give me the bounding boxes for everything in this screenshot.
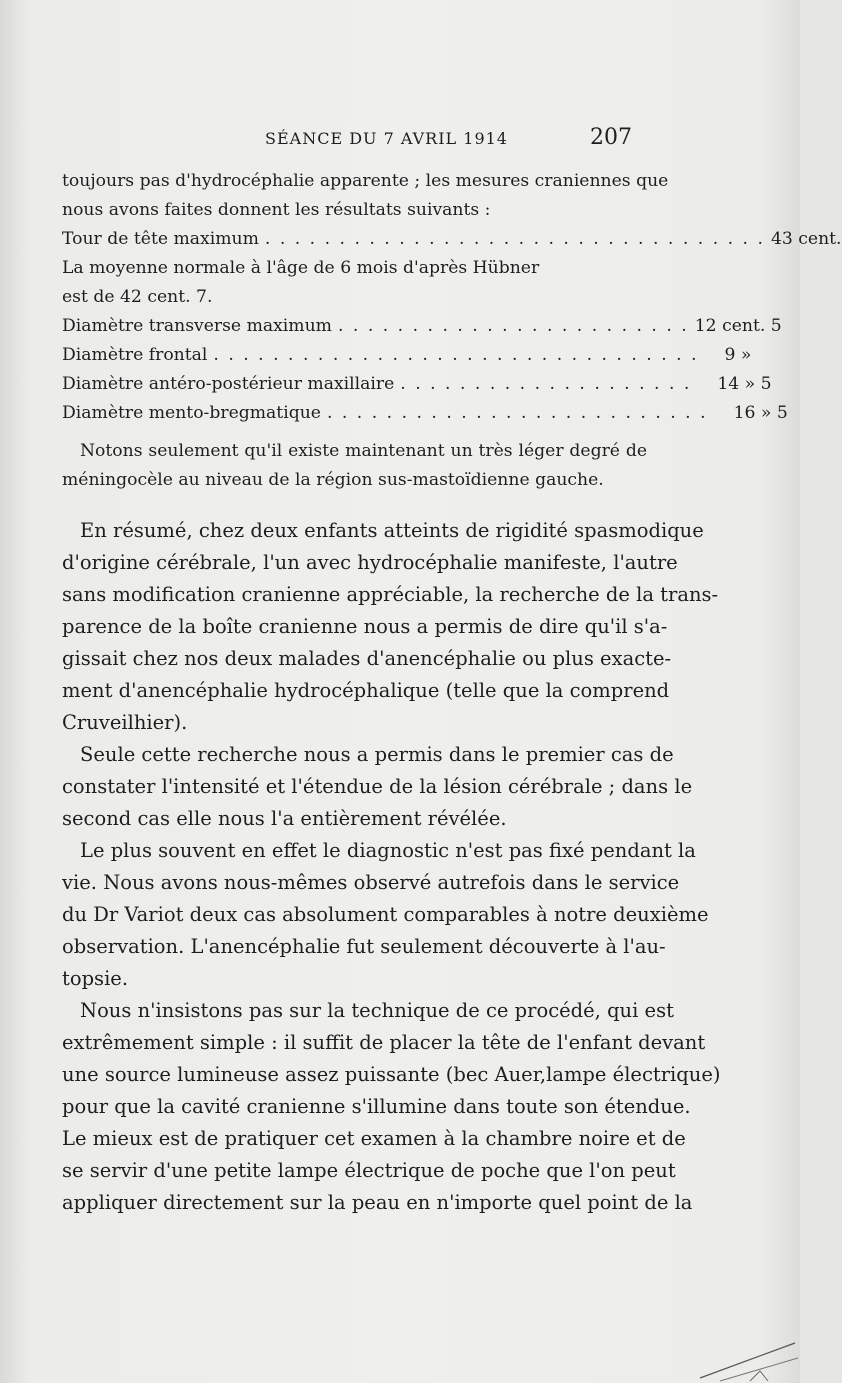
- measure-row: [62, 342, 752, 368]
- dot-leader: . . . . . . . . . . . . . . . . . . . . . . . . . . . . . . . . .: [213, 345, 699, 365]
- text-line: méningocèle au niveau de la région sus-mastoïdienne gauche.: [62, 470, 604, 490]
- text-line: toujours pas d'hydrocéphalie apparente ; les mesures craniennes que: [62, 171, 669, 191]
- text-line: est de 42 cent. 7.: [62, 287, 213, 307]
- text-line: Notons seulement qu'il existe maintenant un très léger degré de: [80, 441, 647, 461]
- dot-leader: . . . . . . . . . . . . . . . . . . . . . . . . . .: [326, 403, 708, 423]
- text-line: La moyenne normale à l'âge de 6 mois d'après Hübner: [62, 258, 540, 278]
- measure-value: 43 cent.: [770, 229, 842, 249]
- measure-row: [62, 371, 772, 397]
- text-line: parence de la boîte cranienne nous a permis de dire qu'il s'a-: [62, 615, 668, 638]
- measure-row: [62, 313, 782, 339]
- text-line: observation. L'anencéphalie fut seulement découverte à l'au-: [62, 935, 666, 958]
- measure-label: Diamètre mento-bregmatique: [62, 403, 321, 423]
- text-line: du Dr Variot deux cas absolument comparables à notre deuxième: [62, 903, 709, 926]
- measure-row: [62, 400, 788, 426]
- text-line: En résumé, chez deux enfants atteints de rigidité spasmodique: [80, 519, 704, 542]
- text-line: Le mieux est de pratiquer cet examen à la chambre noire et de: [62, 1127, 686, 1150]
- text-line: une source lumineuse assez puissante (bec Auer,lampe électrique): [62, 1063, 721, 1086]
- text-line: ment d'anencéphalie hydrocéphalique (telle que la comprend: [62, 679, 670, 702]
- text-line: vie. Nous avons nous-mêmes observé autrefois dans le service: [62, 871, 680, 894]
- text-line: nous avons faites donnent les résultats suivants :: [62, 200, 491, 220]
- text-line: pour que la cavité cranienne s'illumine dans toute son étendue.: [62, 1095, 691, 1118]
- text-line: Nous n'insistons pas sur la technique de ce procédé, qui est: [80, 999, 674, 1022]
- measure-value: 14 » 5: [717, 374, 772, 394]
- text-line: se servir d'une petite lampe électrique de poche que l'on peut: [62, 1159, 676, 1182]
- text-line: topsie.: [62, 967, 129, 990]
- running-title: SÉANCE DU 7 AVRIL 1914: [265, 129, 508, 148]
- measure-value: 12 cent. 5: [694, 316, 782, 336]
- text-line: sans modification cranienne appréciable, la recherche de la trans-: [62, 583, 719, 606]
- text-line: appliquer directement sur la peau en n'importe quel point de la: [62, 1191, 693, 1214]
- page-corner-mark: [690, 1323, 800, 1383]
- text-line: extrêmement simple : il suffit de placer la tête de l'enfant devant: [62, 1031, 706, 1054]
- text-line: Seule cette recherche nous a permis dans le premier cas de: [80, 743, 674, 766]
- measure-label: Diamètre antéro-postérieur maxillaire: [62, 374, 395, 394]
- dot-leader: . . . . . . . . . . . . . . . . . . . .: [400, 374, 692, 394]
- text-line: second cas elle nous l'a entièrement révélée.: [62, 807, 507, 830]
- measure-label: Tour de tête maximum: [62, 229, 259, 249]
- text-line: constater l'intensité et l'étendue de la lésion cérébrale ; dans le: [62, 775, 693, 798]
- measure-value: 9 »: [724, 345, 752, 365]
- page-number: 207: [590, 125, 632, 150]
- dot-leader: . . . . . . . . . . . . . . . . . . . . . . . . . . . . . . . . . .: [264, 229, 765, 249]
- text-line: gissait chez nos deux malades d'anencéphalie ou plus exacte-: [62, 647, 672, 670]
- measure-value: 16 » 5: [733, 403, 788, 423]
- text-line: Le plus souvent en effet le diagnostic n'est pas fixé pendant la: [80, 839, 696, 862]
- dot-leader: . . . . . . . . . . . . . . . . . . . . . . . .: [337, 316, 689, 336]
- measure-row-tour: [62, 226, 842, 252]
- text-line: d'origine cérébrale, l'un avec hydrocéphalie manifeste, l'autre: [62, 551, 678, 574]
- measure-label: Diamètre transverse maximum: [62, 316, 332, 336]
- measure-label: Diamètre frontal: [62, 345, 208, 365]
- page-header: [0, 125, 800, 155]
- text-line: Cruveilhier).: [62, 711, 188, 734]
